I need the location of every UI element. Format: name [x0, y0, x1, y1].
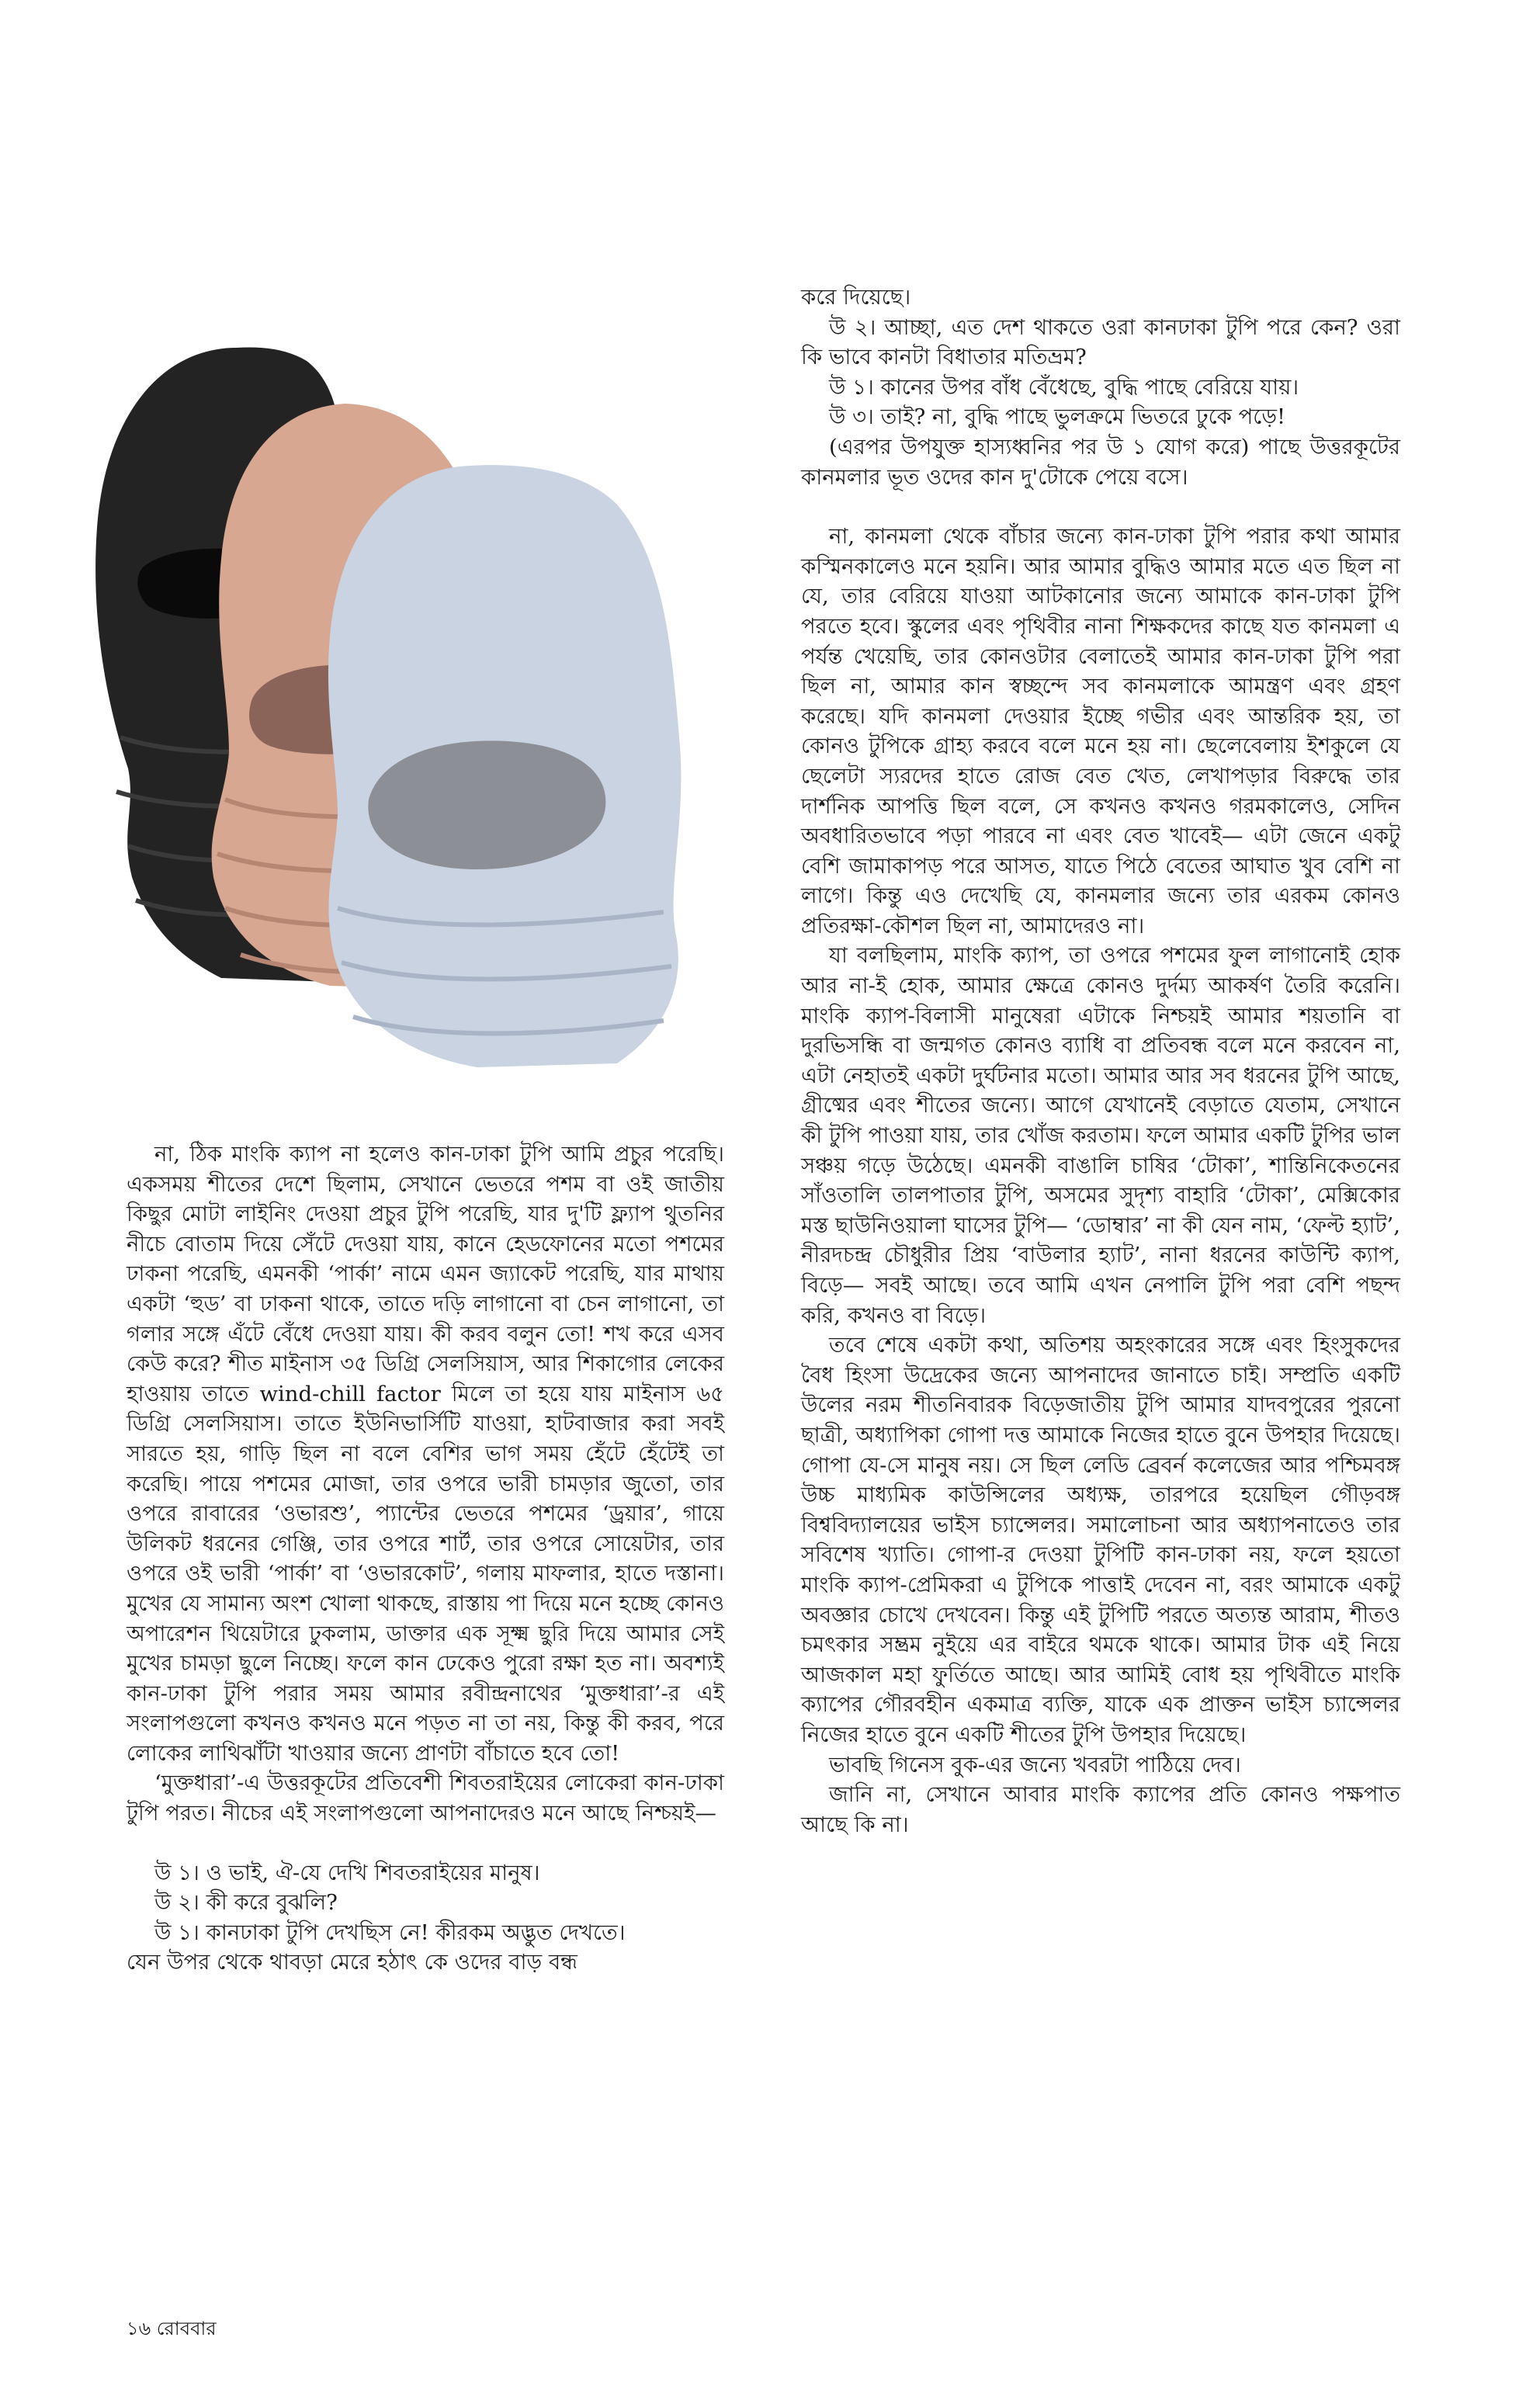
- page-folio: ১৬ রোববার: [127, 2318, 217, 2339]
- paragraph: জানি না, সেখানে আবার মাংকি ক্যাপের প্রতি কোনও পক্ষপাত আছে কি না।: [801, 1782, 1400, 1837]
- paragraph: যা বলছিলাম, মাংকি ক্যাপ, তা ওপরে পশমের ফুল লাগানোই হোক আর না-ই হোক, আমার ক্ষেত্রে কোনও দুর্দম্য আকর্ষণ তৈরি করেনি। মাংকি ক্যাপ-বিলাসী মানুষেরা এটাকে নিশ্চয়ই আমার শয়তানি বা দুরভিসন্ধি বা জন্মগত কোনও ব্যাধি বা প্রতিবন্ধ বলে মনে করবেন না, এটা নেহাতই একটা দুর্ঘটনার মতো। আমার আর সব ধরনের টুপি আছে, গ্রীষ্মের এবং শীতের জন্যে। আগে যেখানেই বেড়াতে যেতাম, সেখানে কী টুপি পাওয়া যায়, তার খোঁজ করতাম। ফলে আমার একটি টুপির ভাল সঞ্চয় গড়ে উঠেছে। এমনকী বাঙালি চাষির ‘টোকা’, শান্তিনিকেতনের সাঁওতালি তালপাতার টুপি, অসমের সুদৃশ্য বাহারি ‘টোকা’, মেক্সিকোর মস্ত ছাউনিওয়ালা ঘাসের টুপি— ‘ডোম্বার’ না কী যেন নাম, ‘ফেল্ট হ্যাট’, নীরদচন্দ্র চৌধুরীর প্রিয় ‘বাউলার হ্যাট’, নানা ধরনের কাউন্টি ক্যাপ, বিড়ে— সবই আছে। তবে আমি এখন নেপালি টুপি পরা বেশি পছন্দ করি, কখনও বা বিড়ে।: [801, 943, 1400, 1328]
- dialogue-line: উ ১। কানের উপর বাঁধ বেঁধেছে, বুদ্ধি পাছে বেরিয়ে যায়।: [829, 374, 1299, 400]
- light-blue-balaclava: [328, 465, 681, 1067]
- dialogue-line: উ ২। কী করে বুঝলি?: [154, 1890, 338, 1916]
- paragraph: ‘মুক্তধারা’-এ উত্তরকূটের প্রতিবেশী শিবতরাইয়ের লোকেরা কান-ঢাকা টুপি পরত। নীচের এই সংলাপগুলো আপনাদেরও মনে আছে নিশ্চয়ই—: [127, 1770, 724, 1826]
- dialogue-line: উ ১। কানঢাকা টুপি দেখছিস নে! কীরকম অদ্ভুত দেখতে।: [154, 1920, 626, 1945]
- continued-line: করে দিয়েছে।: [801, 285, 911, 310]
- paragraph: ভাবছি গিনেস বুক-এর জন্যে খবরটা পাঠিয়ে দেব।: [829, 1752, 1241, 1777]
- dialogue-line: উ ২। আচ্ছা, এত দেশ থাকতে ওরা কানঢাকা টুপি পরে কেন? ওরা কি ভাবে কানটা বিধাতার মতিভ্রম?: [801, 314, 1400, 370]
- balaclava-photo: [74, 334, 741, 1079]
- dialogue-line: (এরপর উপযুক্ত হাস্যধ্বনির পর উ ১ যোগ করে) পাছে উত্তরকূটের কানমলার ভূত ওদের কান দু'টোকে পেয়ে বসে।: [801, 434, 1400, 490]
- dialogue-line: উ ৩। তাই? না, বুদ্ধি পাছে ভুলক্রমে ভিতরে ঢুকে পড়ে!: [829, 404, 1286, 430]
- dialogue-line: উ ১। ও ভাই, ঐ-যে দেখি শিবতরাইয়ের মানুষ।: [154, 1860, 540, 1885]
- paragraph: তবে শেষে একটা কথা, অতিশয় অহংকারের সঙ্গে এবং হিংসুকদের বৈধ হিংসা উদ্রেকের জন্যে আপনাদের জানাতে চাই। সম্প্রতি একটি উলের নরম শীতনিবারক বিড়েজাতীয় টুপি আমার যাদবপুরের পুরনো ছাত্রী, অধ্যাপিকা গোপা দত্ত আমাকে নিজের হাতে বুনে উপহার দিয়েছে। গোপা যে-সে মানুষ নয়। সে ছিল লেডি ব্রেবর্ন কলেজের আর পশ্চিমবঙ্গ উচ্চ মাধ্যমিক কাউন্সিলের অধ্যক্ষ, তারপরে হয়েছিল গৌড়বঙ্গ বিশ্ববিদ্যালয়ের ভাইস চ্যান্সেলর। সমালোচনা আর অধ্যাপনাতেও তার সবিশেষ খ্যাতি। গোপা-র দেওয়া টুপিটি কান-ঢাকা নয়, ফলে হয়তো মাংকি ক্যাপ-প্রেমিকরা এ টুপিকে পাত্তাই দেবেন না, বরং আমাকে একটু অবজ্ঞার চোখে দেখবেন। কিন্তু এই টুপিটি পরতে অত্যন্ত আরাম, শীতও চমৎকার সম্ভ্রম নুইয়ে এর বাইরে থমকে থাকে। আমার টাক এই নিয়ে আজকাল মহা ফুর্তিতে আছে। আর আমিই বোধ হয় পৃথিবীতে মাংকি ক্যাপের গৌরবহীন একমাত্র ব্যক্তি, যাকে এক প্রাক্তন ভাইস চ্যান্সেলর নিজের হাতে বুনে একটি শীতের টুপি উপহার দিয়েছে।: [801, 1333, 1400, 1747]
- continued-line: যেন উপর থেকে থাবড়া মেরে হঠাৎ কে ওদের বাড় বন্ধ: [127, 1950, 578, 1975]
- paragraph: না, কানমলা থেকে বাঁচার জন্যে কান-ঢাকা টুপি পরার কথা আমার কস্মিনকালেও মনে হয়নি। আর আমার বুদ্ধিও আমার মতে এত ছিল না যে, তার বেরিয়ে যাওয়া আটকানোর জন্যে আমাকে কান-ঢাকা টুপি পরতে হবে। স্কুলের এবং পৃথিবীর নানা শিক্ষকদের কাছে যত কানমলা এ পর্যন্ত খেয়েছি, তার কোনওটার বেলাতেই আমার কান-ঢাকা টুপি পরা ছিল না, আমার কান স্বচ্ছন্দে সব কানমলাকে আমন্ত্রণ এবং গ্রহণ করেছে। যদি কানমলা দেওয়ার ইচ্ছে গভীর এবং আন্তরিক হয়, তা কোনও টুপিকে গ্রাহ্য করবে বলে মনে হয় না। ছেলেবেলায় ইশকুলে যে ছেলেটা স্যরদের হাতে রোজ বেত খেত, লেখাপড়ার বিরুদ্ধে তার দার্শনিক আপত্তি ছিল বলে, সে কখনও কখনও গরমকালেও, সেদিন অবধারিতভাবে পড়া পারবে না এবং বেত খাবেই— এটা জেনে একটু বেশি জামাকাপড় পরে আসত, যাতে পিঠে বেতের আঘাত খুব বেশি না লাগে। কিন্তু এও দেখেছি যে, কানমলার জন্যে তার এরকম কোনও প্রতিরক্ষা-কৌশল ছিল না, আমাদেরও না।: [801, 524, 1400, 938]
- right-text-column: [801, 283, 1400, 1840]
- paragraph: না, ঠিক মাংকি ক্যাপ না হলেও কান-ঢাকা টুপি আমি প্রচুর পরেছি। একসময় শীতের দেশে ছিলাম, সেখানে ভেতরে পশম বা ওই জাতীয় কিছুর মোটা লাইনিং দেওয়া প্রচুর টুপি পরেছি, যার দু'টি ফ্ল্যাপ থুতনির নীচে বোতাম দিয়ে সেঁটে দেওয়া যায়, কানে হেডফোনের মতো পশমের ঢাকনা পরেছি, এমনকী ‘পার্কা’ নামে এমন জ্যাকেট পরেছি, যার মাথায় একটা ‘হুড’ বা ঢাকনা থাকে, তাতে দড়ি লাগানো বা চেন লাগানো, তা গলার সঙ্গে এঁটে বেঁধে দেওয়া যায়। কী করব বলুন তো! শখ করে এসব কেউ করে? শীত মাইনাস ৩৫ ডিগ্রি সেলসিয়াস, আর শিকাগোর লেকের হাওয়ায় তাতে wind-chill factor মিলে তা হয়ে যায় মাইনাস ৬৫ ডিগ্রি সেলসিয়াস। তাতে ইউনিভার্সিটি যাওয়া, হাটবাজার করা সবই সারতে হয়, গাড়ি ছিল না বলে বেশির ভাগ সময় হেঁটে হেঁটেই তা করেছি। পায়ে পশমের মোজা, তার ওপরে ভারী চামড়ার জুতো, তার ওপরে রাবারের ‘ওভারশু’, প্যান্টের ভেতরে পশমের ‘ড্রয়ার’, গায়ে উলিকট ধরনের গেঞ্জি, তার ওপরে শার্ট, তার ওপরে সোয়েটার, তার ওপরে ওই ভারী ‘পার্কা’ বা ‘ওভারকোট’, গলায় মাফলার, হাতে দস্তানা। মুখের যে সামান্য অংশ খোলা থাকছে, রাস্তায় পা দিয়ে মনে হচ্ছে কোনও অপারেশন থিয়েটারে ঢুকলাম, ডাক্তার এক সূক্ষ্ম ছুরি দিয়ে আমার সেই মুখের চামড়া ছুলে নিচ্ছে। ফলে কান ঢেকেও পুরো রক্ষা হত না। অবশ্যই কান-ঢাকা টুপি পরার সময় আমার রবীন্দ্রনাথের ‘মুক্তধারা’-র এই সংলাপগুলো কখনও কখনও মনে পড়ত না তা নয়, কিন্তু কী করব, পরে লোকের লাথিঝাঁটা খাওয়ার জন্যে প্রাণটা বাঁচাতে হবে তো!: [127, 1142, 724, 1766]
- left-text-column: [127, 1139, 724, 1978]
